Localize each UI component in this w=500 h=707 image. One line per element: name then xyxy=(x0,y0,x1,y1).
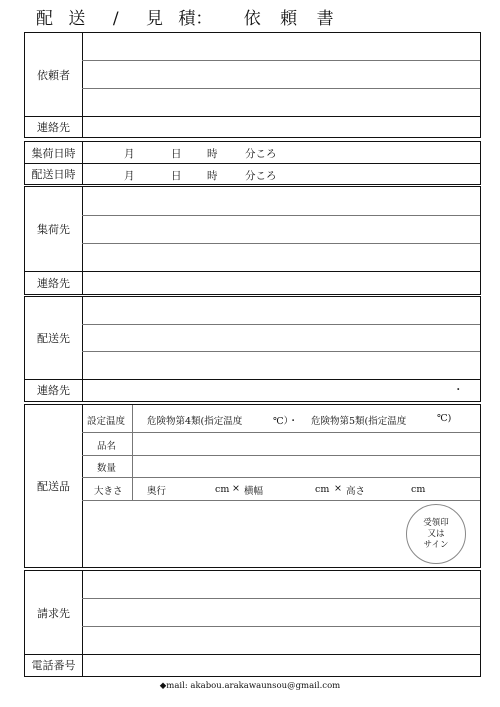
height-label: 高さ xyxy=(346,486,366,497)
delivery-place-section xyxy=(24,296,481,402)
qty-label: 数量 xyxy=(97,463,117,474)
hour-unit: 時 xyxy=(207,170,218,182)
title-char: 書 xyxy=(316,9,334,29)
name-label: 品名 xyxy=(97,441,117,452)
phone-label: 電話番号 xyxy=(31,659,76,672)
temp-label: 設定温度 xyxy=(87,416,126,427)
pickup-contact-field[interactable] xyxy=(83,272,480,294)
delivery-contact-field[interactable] xyxy=(83,380,480,401)
goods-section xyxy=(24,404,481,568)
delivery-datetime-label: 配送日時 xyxy=(31,167,76,181)
temp-text-class5: 危険物第5類(指定温度 xyxy=(311,416,407,427)
title-char: 送 xyxy=(68,9,86,29)
title-char: / xyxy=(112,9,119,29)
receipt-stamp-circle xyxy=(406,504,466,564)
requester-section xyxy=(24,32,481,138)
stamp-text: 受領印 xyxy=(423,517,449,528)
temp-unit-class5: ℃) xyxy=(437,413,452,424)
month-unit: 月 xyxy=(124,170,135,182)
delivery-place-field[interactable] xyxy=(83,297,480,379)
pickup-place-field[interactable] xyxy=(83,187,480,271)
quantity-field[interactable] xyxy=(133,456,480,477)
day-unit: 日 xyxy=(171,170,182,182)
title-char: 配 xyxy=(36,9,53,29)
title-char: 依 xyxy=(243,9,261,29)
delivery-contact-label: 連絡先 xyxy=(37,384,70,397)
pickup-place-label: 集荷先 xyxy=(37,223,70,236)
stamp-text: サイン xyxy=(423,539,449,550)
size-label: 大きさ xyxy=(94,486,123,497)
temp-unit-class4: ℃）・ xyxy=(273,416,298,427)
pickup-contact-label: 連絡先 xyxy=(37,276,70,290)
cm-unit: cm xyxy=(315,484,330,495)
times-sign: × xyxy=(232,483,240,494)
item-name-field[interactable] xyxy=(133,433,480,455)
notes-field[interactable] xyxy=(83,501,400,567)
datetime-section xyxy=(24,141,481,185)
day-unit: 日 xyxy=(171,148,182,160)
requester-contact-field[interactable] xyxy=(83,117,480,137)
contact-dot: ・ xyxy=(453,384,464,396)
cm-unit: cm xyxy=(411,484,426,495)
title-char: 見 xyxy=(145,9,163,29)
delivery-datetime-field[interactable] xyxy=(83,164,480,184)
requester-name-field[interactable] xyxy=(83,33,480,116)
pickup-datetime-label: 集荷日時 xyxy=(31,146,76,160)
width-label: 横幅 xyxy=(244,486,264,497)
billing-section xyxy=(24,570,481,677)
month-unit: 月 xyxy=(124,148,135,160)
delivery-place-label: 配送先 xyxy=(37,332,70,345)
depth-label: 奥行 xyxy=(147,486,167,497)
cm-unit: cm xyxy=(215,484,230,495)
title-char: 頼 xyxy=(280,9,298,29)
title-char: 積： xyxy=(178,9,213,29)
requester-contact-label: 連絡先 xyxy=(37,120,70,134)
billing-field[interactable] xyxy=(83,571,480,654)
pickup-datetime-field[interactable] xyxy=(83,142,480,163)
stamp-text: 又は xyxy=(427,528,445,539)
footer-mail: ◆mail: akabou.arakawaunsou@gmail.com xyxy=(159,681,341,691)
divider xyxy=(82,477,480,478)
times-sign: × xyxy=(334,483,342,494)
billing-label: 請求先 xyxy=(37,606,70,620)
goods-label: 配送品 xyxy=(37,480,70,493)
pickup-place-section xyxy=(24,186,481,295)
temp-text-class4: 危険物第4類(指定温度 xyxy=(147,416,243,427)
page-title xyxy=(36,4,334,29)
minute-unit: 分ころ xyxy=(245,148,277,160)
phone-field[interactable] xyxy=(83,655,480,676)
hour-unit: 時 xyxy=(207,148,218,160)
requester-label: 依頼者 xyxy=(37,68,70,82)
minute-unit: 分ころ xyxy=(245,170,277,182)
